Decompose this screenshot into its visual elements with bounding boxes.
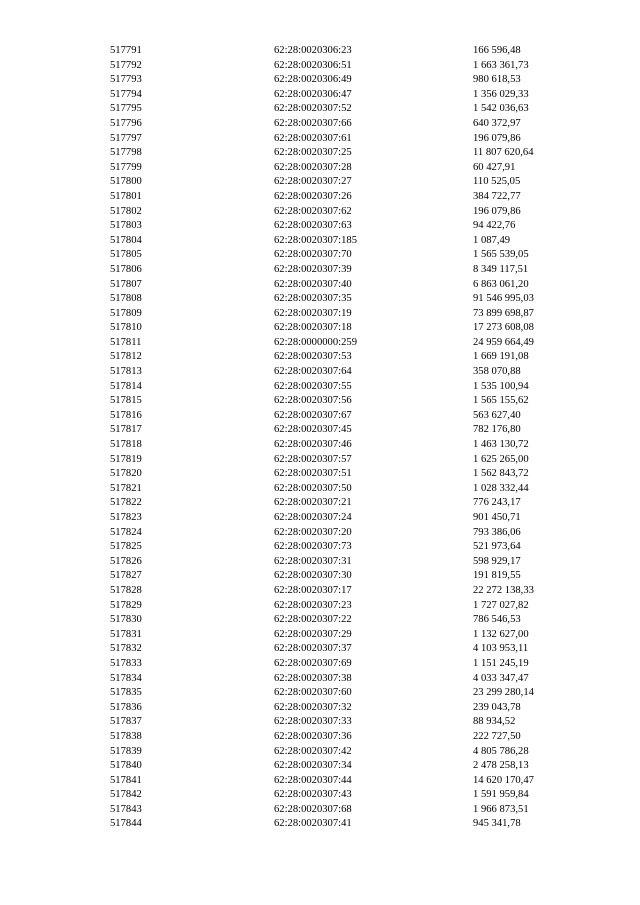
table-row (110, 569, 570, 584)
cadastral-value: 191 819,55 (473, 570, 521, 582)
cadastral-value: 521 973,64 (473, 541, 521, 553)
cadastral-value: 8 349 117,51 (473, 263, 529, 275)
cadastral-value: 4 033 347,47 (473, 672, 529, 684)
table-row (110, 278, 570, 293)
cadastral-number: 62:28:0020307:18 (274, 322, 352, 334)
cadastral-value: 196 079,86 (473, 132, 521, 144)
row-number: 517825 (110, 541, 142, 553)
cadastral-number: 62:28:0020307:31 (274, 555, 352, 567)
row-number: 517832 (110, 643, 142, 655)
table-row (110, 467, 570, 482)
cadastral-value: 17 273 608,08 (473, 322, 534, 334)
row-number: 517803 (110, 220, 142, 232)
row-number: 517830 (110, 614, 142, 626)
cadastral-value: 358 070,88 (473, 366, 521, 378)
cadastral-number: 62:28:0020306:49 (274, 74, 352, 86)
cadastral-value: 22 272 138,33 (473, 584, 534, 596)
cadastral-value: 786 546,53 (473, 614, 521, 626)
row-number: 517812 (110, 351, 142, 363)
cadastral-number: 62:28:0020307:45 (274, 424, 352, 436)
cadastral-value: 4 103 953,11 (473, 643, 529, 655)
table-row (110, 482, 570, 497)
table-row (110, 599, 570, 614)
row-number: 517810 (110, 322, 142, 334)
row-number: 517818 (110, 439, 142, 451)
cadastral-value: 1 535 100,94 (473, 380, 529, 392)
table-row (110, 73, 570, 88)
row-number: 517843 (110, 803, 142, 815)
table-row (110, 613, 570, 628)
cadastral-value: 1 727 027,82 (473, 599, 529, 611)
cadastral-number: 62:28:0020307:51 (274, 468, 352, 480)
cadastral-value: 94 422,76 (473, 220, 516, 232)
cadastral-number: 62:28:0020307:63 (274, 220, 352, 232)
cadastral-value: 1 356 029,33 (473, 88, 529, 100)
cadastral-value: 1 087,49 (473, 234, 511, 246)
row-number: 517799 (110, 161, 142, 173)
row-number: 517791 (110, 45, 142, 56)
cadastral-number: 62:28:0020307:22 (274, 614, 352, 626)
row-number: 517833 (110, 657, 142, 669)
table-row (110, 44, 570, 59)
cadastral-value: 1 562 843,72 (473, 468, 529, 480)
row-number: 517827 (110, 570, 142, 582)
table-row (110, 817, 570, 832)
table-row (110, 146, 570, 161)
table-row (110, 715, 570, 730)
cadastral-value: 1 625 265,00 (473, 453, 529, 465)
table-row (110, 584, 570, 599)
cadastral-value: 91 546 995,03 (473, 293, 534, 305)
row-number: 517836 (110, 701, 142, 713)
cadastral-value: 60 427,91 (473, 161, 516, 173)
row-number: 517813 (110, 366, 142, 378)
cadastral-value: 2 478 258,13 (473, 760, 529, 772)
row-number: 517814 (110, 380, 142, 392)
cadastral-number: 62:28:0020307:185 (274, 234, 357, 246)
cadastral-number: 62:28:0020307:38 (274, 672, 352, 684)
table-row (110, 496, 570, 511)
row-number: 517821 (110, 482, 142, 494)
cadastral-value: 110 525,05 (473, 176, 521, 188)
table-row (110, 336, 570, 351)
table-row (110, 88, 570, 103)
cadastral-number: 62:28:0020307:61 (274, 132, 352, 144)
cadastral-number: 62:28:0020307:37 (274, 643, 352, 655)
table-row (110, 438, 570, 453)
table-row (110, 540, 570, 555)
cadastral-number: 62:28:0020307:52 (274, 103, 352, 115)
cadastral-number: 62:28:0020307:27 (274, 176, 352, 188)
cadastral-value: 793 386,06 (473, 526, 521, 538)
cadastral-number: 62:28:0020307:64 (274, 366, 352, 378)
row-number: 517838 (110, 730, 142, 742)
cadastral-number: 62:28:0020307:68 (274, 803, 352, 815)
table-row (110, 672, 570, 687)
row-number: 517796 (110, 117, 142, 129)
cadastral-number: 62:28:0020307:42 (274, 745, 352, 757)
table-row (110, 657, 570, 672)
table-row (110, 423, 570, 438)
row-number: 517823 (110, 512, 142, 523)
row-number: 517792 (110, 59, 142, 71)
table-row (110, 263, 570, 278)
cadastral-number: 62:28:0020307:60 (274, 687, 352, 699)
row-number: 517817 (110, 424, 142, 436)
cadastral-value: 980 618,53 (473, 74, 521, 86)
cadastral-number: 62:28:0020307:40 (274, 278, 352, 290)
cadastral-number: 62:28:0000000:259 (274, 336, 357, 348)
cadastral-number: 62:28:0020307:50 (274, 482, 352, 494)
row-number: 517822 (110, 497, 142, 509)
table-row (110, 803, 570, 818)
cadastral-value: 11 807 620,64 (473, 147, 534, 159)
cadastral-number: 62:28:0020307:19 (274, 307, 352, 319)
cadastral-value: 598 929,17 (473, 555, 521, 567)
cadastral-value: 73 899 698,87 (473, 307, 534, 319)
row-number: 517793 (110, 74, 142, 86)
row-number: 517840 (110, 760, 142, 772)
row-number: 517828 (110, 584, 142, 596)
row-number: 517839 (110, 745, 142, 757)
row-number: 517829 (110, 599, 142, 611)
cadastral-value: 1 565 539,05 (473, 249, 529, 261)
cadastral-number: 62:28:0020307:69 (274, 657, 352, 669)
row-number: 517841 (110, 774, 142, 786)
cadastral-value: 1 542 036,63 (473, 103, 529, 115)
cadastral-value-table (110, 44, 570, 832)
cadastral-value: 901 450,71 (473, 512, 521, 523)
table-row (110, 788, 570, 803)
cadastral-value: 1 151 245,19 (473, 657, 529, 669)
table-row (110, 350, 570, 365)
table-row (110, 686, 570, 701)
row-number: 517844 (110, 818, 142, 830)
row-number: 517842 (110, 789, 142, 801)
cadastral-value: 1 663 361,73 (473, 59, 529, 71)
cadastral-value: 88 934,52 (473, 716, 516, 728)
row-number: 517837 (110, 716, 142, 728)
table-row (110, 745, 570, 760)
cadastral-number: 62:28:0020307:39 (274, 263, 352, 275)
cadastral-value: 24 959 664,49 (473, 336, 534, 348)
cadastral-value: 563 627,40 (473, 409, 521, 421)
cadastral-number: 62:28:0020307:30 (274, 570, 352, 582)
cadastral-number: 62:28:0020307:66 (274, 117, 352, 129)
cadastral-number: 62:28:0020307:26 (274, 190, 352, 202)
table-row (110, 190, 570, 205)
cadastral-value: 1 028 332,44 (473, 482, 529, 494)
table-row (110, 307, 570, 322)
row-number: 517834 (110, 672, 142, 684)
cadastral-number: 62:28:0020307:67 (274, 409, 352, 421)
cadastral-value: 23 299 280,14 (473, 687, 534, 699)
table-row (110, 365, 570, 380)
cadastral-number: 62:28:0020306:51 (274, 59, 352, 71)
row-number: 517815 (110, 395, 142, 407)
cadastral-value: 1 669 191,08 (473, 351, 529, 363)
cadastral-value: 1 591 959,84 (473, 789, 529, 801)
row-number: 517798 (110, 147, 142, 159)
cadastral-value: 384 722,77 (473, 190, 521, 202)
table-row (110, 526, 570, 541)
table-row (110, 380, 570, 395)
cadastral-number: 62:28:0020307:36 (274, 730, 352, 742)
table-row (110, 205, 570, 220)
cadastral-value: 222 727,50 (473, 730, 521, 742)
table-row (110, 394, 570, 409)
row-number: 517795 (110, 103, 142, 115)
cadastral-value: 776 243,17 (473, 497, 521, 509)
cadastral-number: 62:28:0020307:70 (274, 249, 352, 261)
cadastral-number: 62:28:0020307:41 (274, 818, 352, 830)
cadastral-value: 196 079,86 (473, 205, 521, 217)
cadastral-number: 62:28:0020307:20 (274, 526, 352, 538)
cadastral-value: 1 565 155,62 (473, 395, 529, 407)
table-row (110, 511, 570, 526)
cadastral-number: 62:28:0020307:33 (274, 716, 352, 728)
table-row (110, 234, 570, 249)
row-number: 517808 (110, 293, 142, 305)
cadastral-value: 1 132 627,00 (473, 628, 529, 640)
cadastral-value: 945 341,78 (473, 818, 521, 830)
row-number: 517804 (110, 234, 142, 246)
row-number: 517809 (110, 307, 142, 319)
row-number: 517816 (110, 409, 142, 421)
cadastral-number: 62:28:0020307:29 (274, 628, 352, 640)
cadastral-number: 62:28:0020307:25 (274, 147, 352, 159)
row-number: 517806 (110, 263, 142, 275)
table-row (110, 321, 570, 336)
table-row (110, 102, 570, 117)
cadastral-number: 62:28:0020307:23 (274, 599, 352, 611)
cadastral-number: 62:28:0020307:32 (274, 701, 352, 713)
cadastral-value: 6 863 061,20 (473, 278, 529, 290)
cadastral-number: 62:28:0020307:21 (274, 497, 352, 509)
cadastral-number: 62:28:0020307:57 (274, 453, 352, 465)
table-row (110, 175, 570, 190)
cadastral-number: 62:28:0020307:35 (274, 293, 352, 305)
row-number: 517797 (110, 132, 142, 144)
row-number: 517820 (110, 468, 142, 480)
table-row (110, 117, 570, 132)
cadastral-number: 62:28:0020307:56 (274, 395, 352, 407)
table-row (110, 161, 570, 176)
cadastral-number: 62:28:0020306:23 (274, 45, 352, 56)
row-number: 517800 (110, 176, 142, 188)
table-row (110, 248, 570, 263)
cadastral-value: 166 596,48 (473, 45, 521, 56)
cadastral-number: 62:28:0020306:47 (274, 88, 352, 100)
cadastral-value: 1 463 130,72 (473, 439, 529, 451)
cadastral-value: 782 176,80 (473, 424, 521, 436)
cadastral-number: 62:28:0020307:46 (274, 439, 352, 451)
table-row (110, 759, 570, 774)
table-row (110, 409, 570, 424)
cadastral-value: 640 372,97 (473, 117, 521, 129)
table-row (110, 730, 570, 745)
table-row (110, 774, 570, 789)
row-number: 517801 (110, 190, 142, 202)
row-number: 517802 (110, 205, 142, 217)
table-row (110, 59, 570, 74)
cadastral-value: 239 043,78 (473, 701, 521, 713)
table-row (110, 453, 570, 468)
table-row (110, 642, 570, 657)
cadastral-number: 62:28:0020307:55 (274, 380, 352, 392)
row-number: 517811 (110, 336, 142, 348)
row-number: 517807 (110, 278, 142, 290)
row-number: 517831 (110, 628, 142, 640)
cadastral-value: 14 620 170,47 (473, 774, 534, 786)
table-row (110, 701, 570, 716)
cadastral-value: 1 966 873,51 (473, 803, 529, 815)
cadastral-number: 62:28:0020307:73 (274, 541, 352, 553)
cadastral-number: 62:28:0020307:17 (274, 584, 352, 596)
row-number: 517835 (110, 687, 142, 699)
cadastral-number: 62:28:0020307:44 (274, 774, 352, 786)
table-row (110, 555, 570, 570)
row-number: 517805 (110, 249, 142, 261)
table-row (110, 628, 570, 643)
row-number: 517826 (110, 555, 142, 567)
table-row (110, 219, 570, 234)
cadastral-number: 62:28:0020307:53 (274, 351, 352, 363)
row-number: 517824 (110, 526, 142, 538)
table-row (110, 132, 570, 147)
row-number: 517794 (110, 88, 142, 100)
cadastral-number: 62:28:0020307:34 (274, 760, 352, 772)
cadastral-number: 62:28:0020307:62 (274, 205, 352, 217)
cadastral-number: 62:28:0020307:28 (274, 161, 352, 173)
cadastral-number: 62:28:0020307:24 (274, 512, 352, 523)
row-number: 517819 (110, 453, 142, 465)
cadastral-number: 62:28:0020307:43 (274, 789, 352, 801)
cadastral-value: 4 805 786,28 (473, 745, 529, 757)
table-row (110, 292, 570, 307)
